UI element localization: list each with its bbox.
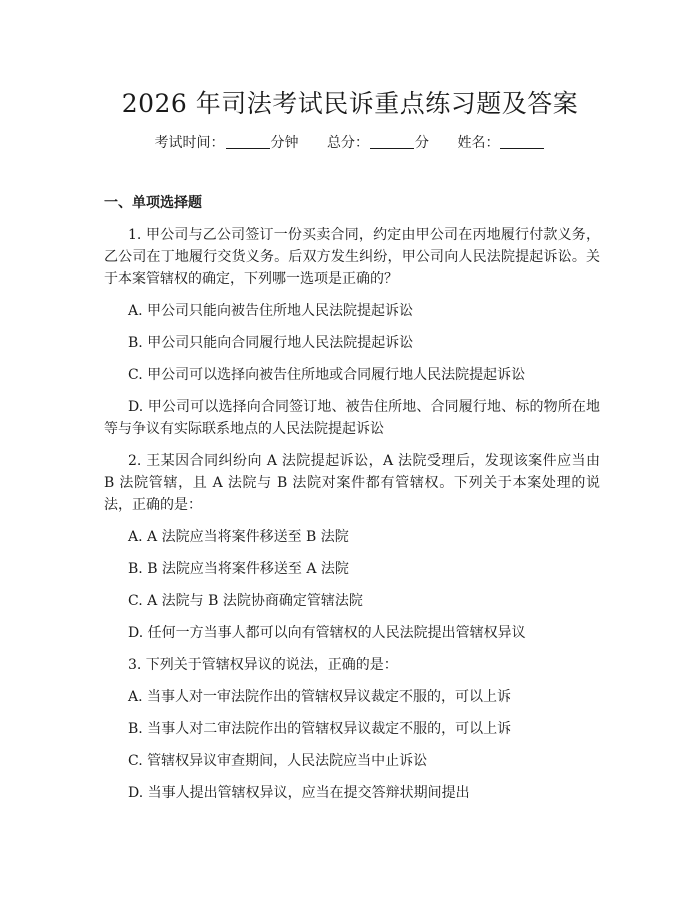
option-a: A. 甲公司只能向被告住所地人民法院提起诉讼 xyxy=(128,303,414,319)
page-title: 2026 年司法考试民诉重点练习题及答案 xyxy=(121,89,579,118)
option-c: C. A 法院与 B 法院协商确定管辖法院 xyxy=(128,593,363,609)
question-3 xyxy=(104,654,600,804)
question-2 xyxy=(104,450,600,644)
option-d: D. 任何一方当事人都可以向有管辖权的人民法院提出管辖权异议 xyxy=(128,625,526,641)
exam-time-unit: 分钟 xyxy=(270,135,299,151)
option-c: C. 管辖权异议审查期间，人民法院应当中止诉讼 xyxy=(128,753,428,769)
exam-time-blank xyxy=(226,136,270,149)
question-stem: 1. 甲公司与乙公司签订一份买卖合同，约定由甲公司在丙地履行付款义务，乙公司在丁地履行交货义务。后双方发生纠纷，甲公司向人民法院提起诉讼。关于本案管辖权的确定，下列哪一选项是正确的？ xyxy=(104,227,600,287)
option-c: C. 甲公司可以选择向被告住所地或合同履行地人民法院提起诉讼 xyxy=(128,367,526,383)
option-a: A. A 法院应当将案件移送至 B 法院 xyxy=(128,529,349,545)
option-b: B. 当事人对二审法院作出的管辖权异议裁定不服的，可以上诉 xyxy=(128,721,512,737)
option-b: B. 甲公司只能向合同履行地人民法院提起诉讼 xyxy=(128,335,414,351)
option-d: D. 当事人提出管辖权异议，应当在提交答辩状期间提出 xyxy=(128,785,470,801)
option-d: D. 甲公司可以选择向合同签订地、被告住所地、合同履行地、标的物所在地等与争议有实际联系地点的人民法院提起诉讼 xyxy=(104,399,600,437)
question-list xyxy=(104,224,600,814)
total-score-unit: 分 xyxy=(415,135,429,151)
total-score-label: 总分： xyxy=(327,135,369,151)
total-score-field xyxy=(327,135,433,151)
exam-time-label: 考试时间： xyxy=(154,135,225,151)
question-stem: 2. 王某因合同纠纷向 A 法院提起诉讼，A 法院受理后，发现该案件应当由 B 法院管辖，且 A 法院与 B 法院对案件都有管辖权。下列关于本案处理的说法，正确的是： xyxy=(104,453,600,513)
question-1 xyxy=(104,224,600,440)
option-b: B. B 法院应当将案件移送至 A 法院 xyxy=(128,561,349,577)
name-label: 姓名： xyxy=(457,135,500,151)
total-score-blank xyxy=(370,136,414,149)
question-stem: 3. 下列关于管辖权异议的说法，正确的是： xyxy=(128,657,398,673)
exam-time-field xyxy=(155,135,303,151)
name-blank xyxy=(500,136,544,149)
option-a: A. 当事人对一审法院作出的管辖权异议裁定不服的，可以上诉 xyxy=(128,689,512,705)
name-field xyxy=(457,135,545,151)
exam-meta-line xyxy=(0,132,700,152)
section-heading: 一、单项选择题 xyxy=(104,195,202,211)
